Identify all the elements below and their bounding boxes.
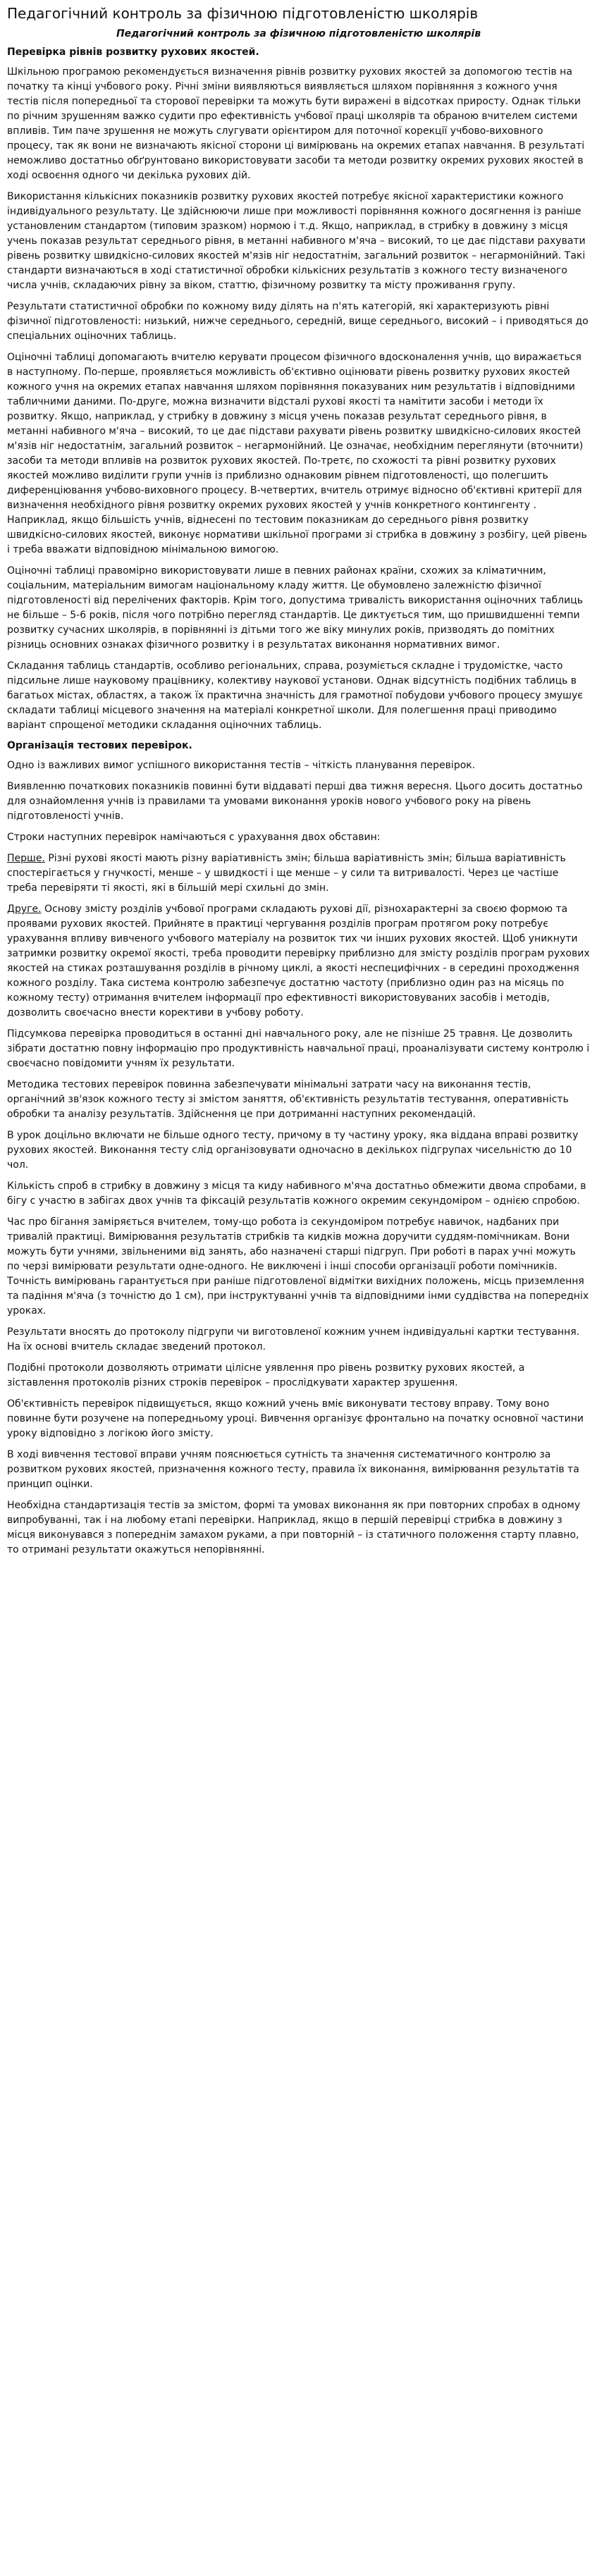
paragraph: Виявленню початкових показників повинні бути віддаваті перші два тижня вересня. Цього досить достатньо для ознайомлення учнів із правилами та умовами виконання уроків нового учбового року на рівень підготовленості учнів. bbox=[7, 781, 583, 822]
paragraph: Необхідна стандартизація тестів за змістом, формі та умовах виконання як при повторних спробах в одному випробуванні, так і на любому етапі перевірки. Наприклад, якщо в першій перевірці стрибка в довжину з місця виконувався з попереднім замахом руками, а при повторній – із статичного положення старту плавно, то отримані результати окажуться непорівнянні. bbox=[7, 1500, 581, 1555]
paragraph: Одно із важливих вимог успішного використання тестів – чіткість планування перевірок. bbox=[7, 760, 476, 771]
paragraph: Складання таблиць стандартів, особливо регіональних, справа, розуміється складне і трудомістке, часто підсильне лише науковому працівнику, колективу наукової установи. Однак відсутність подібних таблиць в багатьох містах, областях, а також їх практична значність для грамотної побудови учбового процесу змушує складати таблиці місцевого значення на матеріалі конкретної школи. Для полегшення праці приводимо варіант спрощеної методики складання оціночних таблиць. bbox=[7, 660, 583, 731]
paragraph-first bbox=[7, 851, 590, 896]
paragraph: Оціночні таблиці допомагають вчителю керувати процесом фізичного вдосконалення учнів, що виражається в наступному. По-перше, проявляється можливість об'єктивно оцінювати рівень розвитку рухових якостей кожного учня на окремих етапах навчання шляхом порівняння показуваних ним результатів і відповідними табличними даними. По-друге, можна визначити відсталі рухові якості та намітити засоби і методи їх розвитку. Якщо, наприклад, у стрибку в довжину з місця учень показав результат середнього рівня, в метанні набивного м'яча – високий, то це дає підстави рахувати рівень розвитку швидкісно-силових якостей м'язів ніг недостатнім, загальний розвиток – негармонійний. Це означає, необхідним переглянути (вточнити) засоби та методи впливів на розвиток рухових якостей. По-третє, по схожості та рівні розвитку рухових якостей можливо виділити групи учнів із приблизно однаковим рівнем підготовленості, що полегшить диференціювання учбово-виховного процесу. В-четвертих, вчитель отримує відносно об'єктивні критерії для визначення необхідного рівня розвитку окремих рухових якостей у учнів конкретного контингенту . Наприклад, якщо більшість учнів, віднесені по тестовим показникам до середнього рівня розвитку швидкісно-силових якостей, виконує нормативи шкільної програми зі стрибка в довжину з розбігу, цей рівень і треба вважати відповідною мінімальною вимогою. bbox=[7, 352, 587, 555]
first-label: Перше. bbox=[7, 853, 45, 864]
subtitle: Педагогічний контроль за фізичною підготовленістю школярів bbox=[116, 28, 481, 39]
second-text: Основу змісту розділів учбової програми складають рухові дії, різнохарактерні за своєю формою та проявами рухових якостей. Прийняте в практиці чергування розділів програм протягом року потребує урахування впливу вивченого учбового матеріалу на розвиток тих чи інших рухових якостей. Щоб уникнути затримки розвитку окремої якості, треба проводити перевірку приблизно для змісту розділів програм рухових якостей на стиках розташування розділів в річному циклі, а якості неспецифічних - в середині проходження кожного розділу. Така система контролю забезпечує достатню частоту (приблизно один раз на місяць по кожному тесту) отримання вчителем інформації про ефективності використовуваних засобів і методів, дозволить своєчасно внести корективи в учбову роботу. bbox=[7, 904, 590, 1018]
paragraph: Результати вносять до протоколу підгрупи чи виготовленої кожним учнем індивідуальні картки тестування. На їх основі вчитель складає зведений протокол. bbox=[7, 1326, 580, 1352]
paragraph: Час про бігання заміряється вчителем, тому-що робота із секундоміром потребує навичок, надбаних при тривалій практиці. Вимірювання результатів стрибків та кидків можна доручити суддям-помічникам. Вони можуть бути учнями, звільненими від занять, або назначені старші підгруп. При роботі в парах учні можуть по черзі вимірювати результати одне-одного. Не виключені і інші способи організації роботи помічників. Точність вимірювань гарантується при раніше підготовленої відмітки вихідних положень, місць приземлення та падіння м'яча (з точністю до 1 см), при інструктуванні учнів та відповідними інми суддівства на попередніх уроках. bbox=[7, 1216, 589, 1317]
paragraph: Подібні протоколи дозволяють отримати цілісне уявлення про рівень розвитку рухових якостей, а зіставлення протоколів різних строків перевірок – прослідкувати характер зрушення. bbox=[7, 1362, 525, 1388]
paragraph: Підсумкова перевірка проводиться в останні дні навчального року, але не пізніше 25 травня. Це дозволить зібрати достатню повну інформацію про продуктивність навчальної праці, проаналізувати систему контролю і своєчасно повідомити учням їх результати. bbox=[7, 1028, 590, 1069]
paragraph: В урок доцільно включати не більше одного тесту, причому в ту частину уроку, яка віддана вправі розвитку рухових якостей. Виконання тесту слід організовувати одночасно в декількох підгрупах чисельністю до 10 чол. bbox=[7, 1130, 579, 1171]
section-heading: Організація тестових перевірок. bbox=[7, 740, 192, 751]
second-label: Друге. bbox=[7, 904, 42, 915]
paragraph: В ході вивчення тестової вправи учням пояснюється сутність та значення систематичного контролю за розвитком рухових якостей, призначення кожного тесту, правила їх виконання, вимірювання результатів та принцип оцінки. bbox=[7, 1449, 579, 1490]
section-heading: Перевірка рівнів розвитку рухових якостей. bbox=[7, 47, 259, 58]
paragraph: Строки наступних перевірок намічаються с урахування двох обставин: bbox=[7, 832, 381, 843]
first-text: Різні рухові якості мають різну варіативність змін; більша варіативність змін; більша варіативність спостерігається у гнучкості, менше – у швидкості і ще менше – у сили та витривалості. Через це частіше треба перевіряти ті якості, які в більшій мері схильні до змін. bbox=[7, 853, 566, 894]
paragraph: Методика тестових перевірок повинна забезпечувати мінімальні затрати часу на виконання тестів, органічний зв'язок кожного тесту зі змістом заняття, об'єктивність результатів тестування, оперативність обробки та аналізу результатів. Здійснення це при дотриманні наступних рекомендацій. bbox=[7, 1079, 569, 1120]
paragraph: Кількість спроб в стрибку в довжину з місця та киду набивного м'яча достатньо обмежити двома спробами, в бігу с участю в забігах двох учнів та фіксацій результатів кожного окремим секундоміром – однією спробою. bbox=[7, 1181, 586, 1207]
paragraph: Оціночні таблиці правомірно використовувати лише в певних районах країни, схожих за кліматичним, соціальним, матеріальним вимогам національному кладу життя. Це обумовлено залежністю фізичної підготовленості від перелічених факторів. Крім того, допустима тривалість використання оціночних таблиць не більше – 5-6 років, після чого потрібно перегляд стандартів. Це диктується тим, що пришвидшенні темпи розвитку сучасних школярів, в порівнянні із дітьми того же віку минулих років, призводять до помітних різниць основних ознаках фізичного розвитку і в результатах виконання нормативних вимог. bbox=[7, 565, 583, 651]
paragraph-second bbox=[7, 902, 590, 1021]
paragraph: Шкільною програмою рекомендується визначення рівнів розвитку рухових якостей за допомогою тестів на початку та кінці учбового року. Річні зміни виявляються виявляється шляхом порівняння з кожного учня тестів після попередньої та сторової перевірки та можуть бути виражені в відсотках приросту. Однак тільки по річним зрушенням важко судити про ефективність учбової праці школярів та обраною вчителем системи впливів. Тим паче зрушення не можуть слугувати орієнтиром для поточної корекції учбово-виховного процесу, так як вони не визначають якісної сторони ці вимірювань на окремих етапах навчання. В результаті неможливо достатньо обґрунтовано використовувати засоби та методи розвитку окремих рухових якостей в ході освоєння одного чи декілька рухових дій. bbox=[7, 66, 585, 181]
page-title: Педагогічний контроль за фізичною підготовленістю школярів bbox=[7, 5, 479, 22]
paragraph: Результати статистичної обробки по кожному виду ділять на п'ять категорій, які характеризують рівні фізичної підготовленості: низький, нижче середнього, середній, вище середнього, високий – і приводяться до спеціальних оціночних таблиць. bbox=[7, 301, 589, 342]
paragraph: Використання кількісних показників розвитку рухових якостей потребує якісної характеристики кожного індивідуального результату. Це здійснюючи лише при можливості порівняння кожного досягнення із раніше установленим стандартом (типовим зразком) нормою і т.д. Якщо, наприклад, в стрибку в довжину з місця учень показав результат середнього рівня, в метанні набивного м'яча – високий, то це дає підстави рахувати рівень розвитку швидкісно-силових якостей м'язів ніг недостатнім, загальний розвиток – негармонійний. Такі стандарти визначаються в ході статистичної обробки кількісних результатів з кожного тесту визначеного числа учнів, складаючих рівну за віком, статтю, фізичному розвитку та місту проживання групу. bbox=[7, 191, 586, 291]
paragraph: Об'єктивність перевірок підвищується, якщо кожний учень вміє виконувати тестову вправу. Тому воно повинне бути розучене на попередньому уроці. Вивчення організує фронтально на початку основної частини уроку відповідно з логікою його змісту. bbox=[7, 1398, 584, 1439]
